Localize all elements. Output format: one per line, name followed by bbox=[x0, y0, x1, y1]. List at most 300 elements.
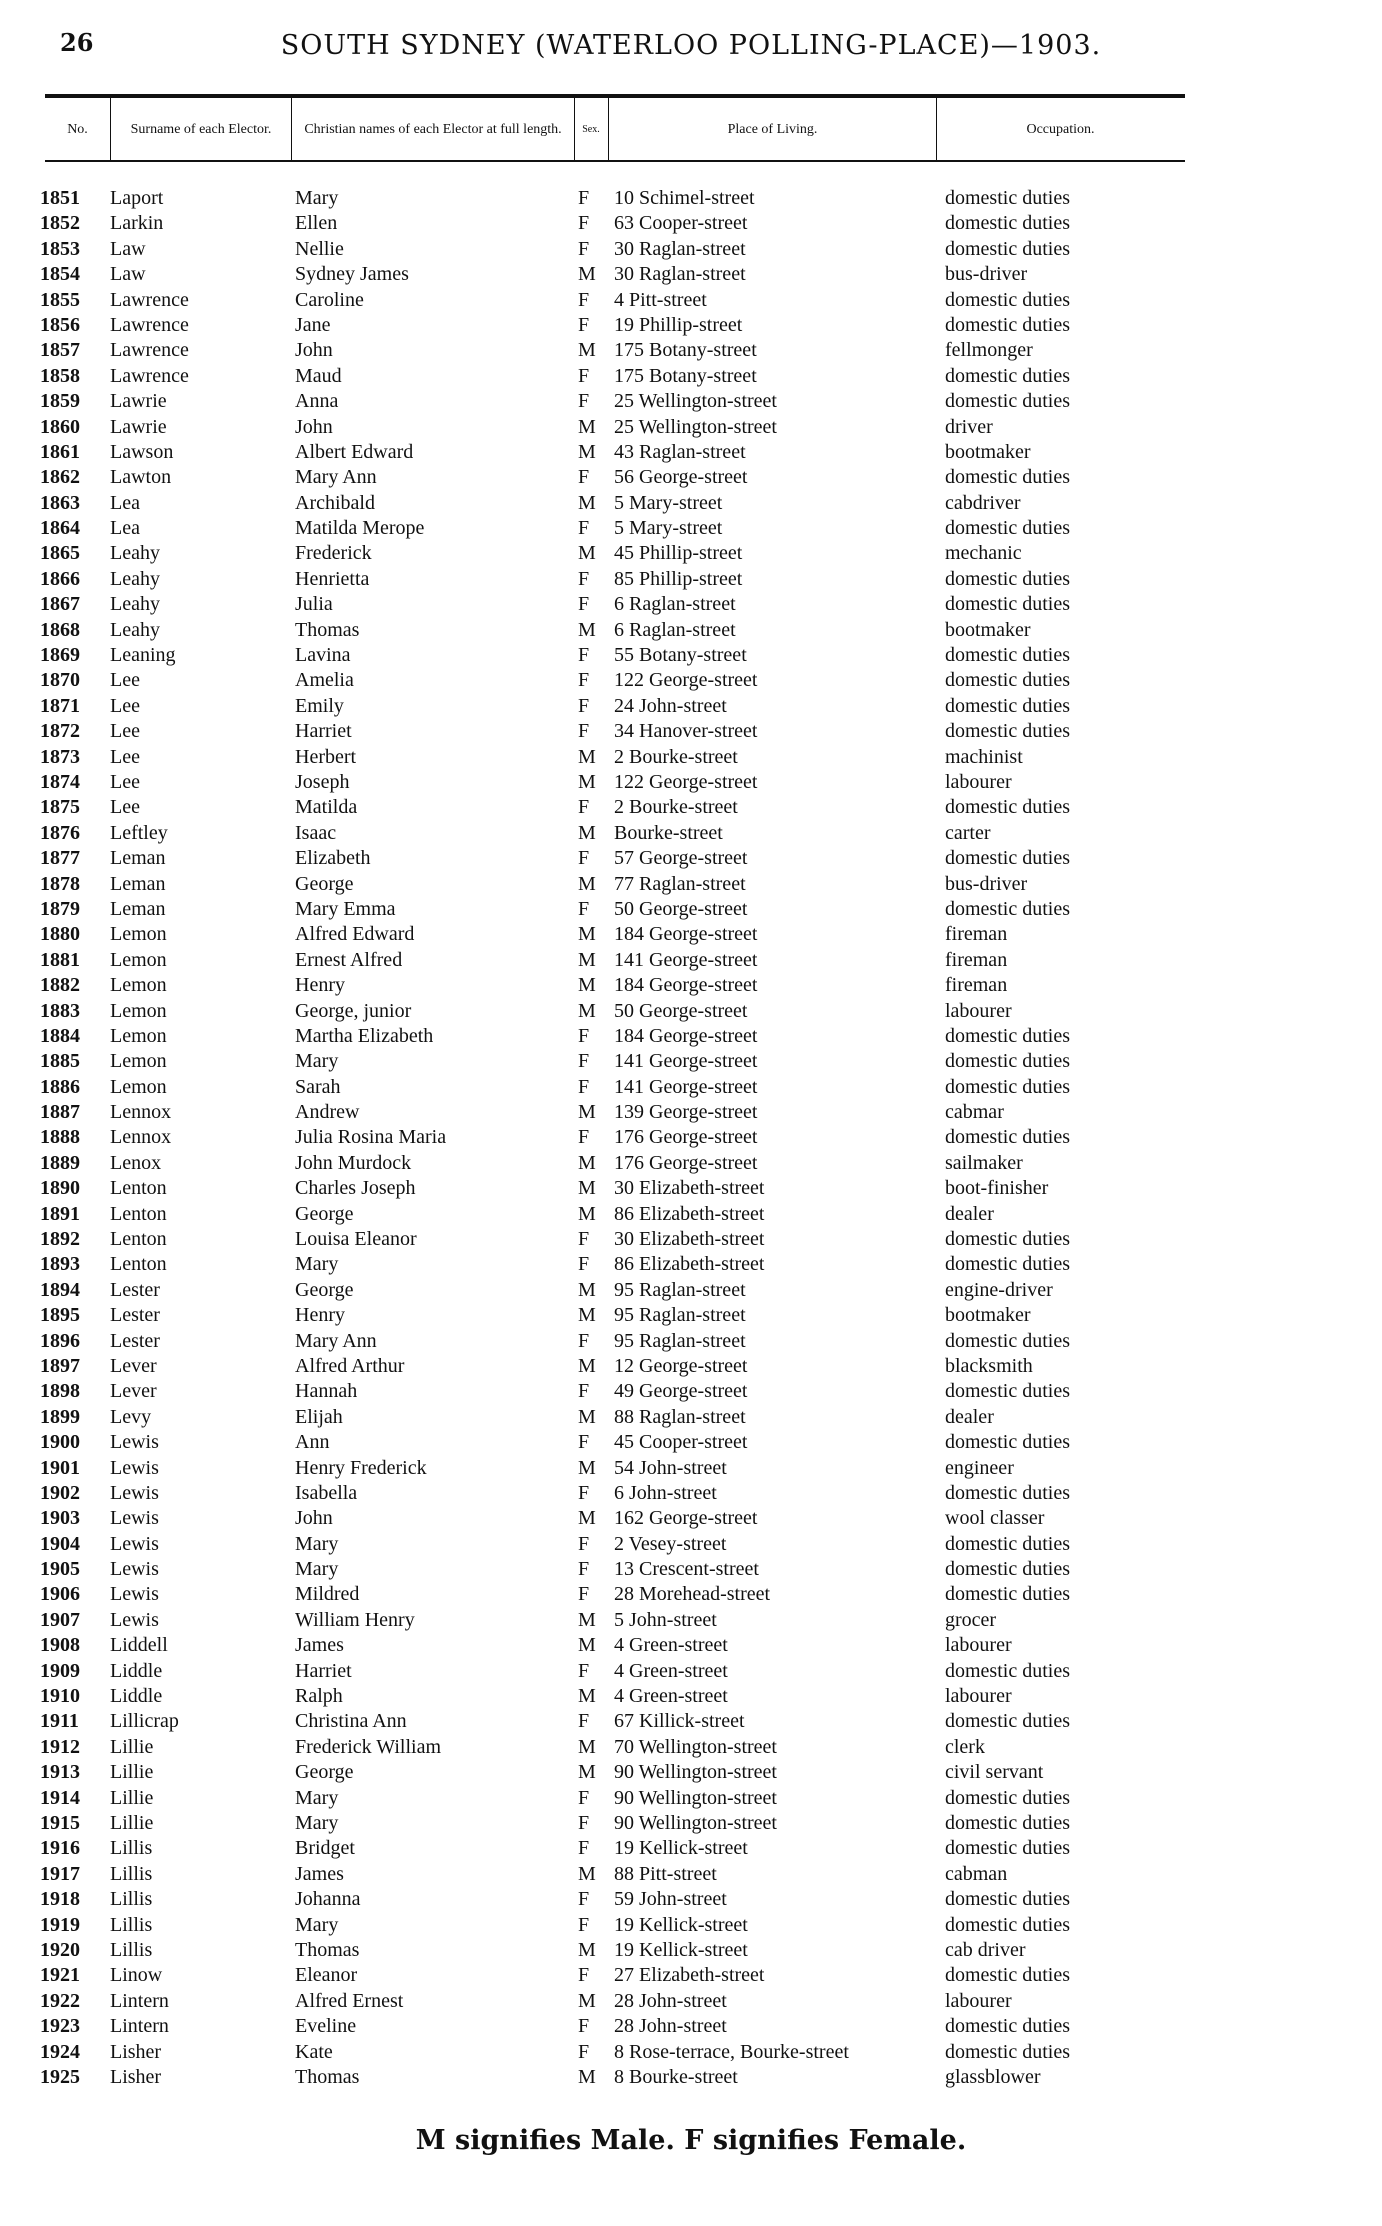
elector-occupation: domestic duties bbox=[945, 1558, 1070, 1581]
elector-occupation: domestic duties bbox=[945, 364, 1070, 387]
elector-number: 1918 bbox=[40, 1888, 80, 1911]
elector-christian-names: Joseph bbox=[295, 770, 350, 793]
elector-occupation: mechanic bbox=[945, 542, 1022, 565]
elector-surname: Lennox bbox=[110, 1126, 172, 1149]
table-row bbox=[0, 262, 1382, 287]
elector-sex: F bbox=[578, 364, 590, 387]
elector-sex: M bbox=[578, 339, 596, 362]
elector-surname: Leahy bbox=[110, 542, 160, 565]
elector-occupation: domestic duties bbox=[945, 1075, 1070, 1098]
elector-sex: M bbox=[578, 1685, 596, 1708]
elector-place-of-living: 70 Wellington-street bbox=[614, 1735, 777, 1758]
elector-sex: F bbox=[578, 694, 590, 717]
elector-occupation: domestic duties bbox=[945, 466, 1070, 489]
elector-sex: M bbox=[578, 745, 596, 768]
elector-number: 1885 bbox=[40, 1050, 80, 1073]
elector-sex: F bbox=[578, 466, 590, 489]
table-row bbox=[0, 795, 1382, 820]
elector-number: 1878 bbox=[40, 872, 80, 895]
elector-surname: Lillis bbox=[110, 1888, 153, 1911]
elector-christian-names: Anna bbox=[295, 390, 339, 413]
elector-surname: Lawrence bbox=[110, 313, 189, 336]
elector-christian-names: William Henry bbox=[295, 1608, 415, 1631]
elector-sex: M bbox=[578, 1735, 596, 1758]
elector-christian-names: Mary bbox=[295, 1253, 339, 1276]
elector-surname: Law bbox=[110, 237, 146, 260]
table-row bbox=[0, 211, 1382, 236]
elector-sex: F bbox=[578, 1837, 590, 1860]
elector-place-of-living: 25 Wellington-street bbox=[614, 415, 777, 438]
elector-sex: F bbox=[578, 593, 590, 616]
elector-number: 1889 bbox=[40, 1151, 80, 1174]
elector-occupation: machinist bbox=[945, 745, 1023, 768]
elector-sex: M bbox=[578, 1202, 596, 1225]
elector-place-of-living: 45 Phillip-street bbox=[614, 542, 743, 565]
elector-place-of-living: 12 George-street bbox=[614, 1354, 748, 1377]
elector-christian-names: Louisa Eleanor bbox=[295, 1228, 417, 1251]
elector-christian-names: Ralph bbox=[295, 1685, 343, 1708]
table-row bbox=[0, 1938, 1382, 1963]
elector-surname: Lever bbox=[110, 1380, 157, 1403]
elector-surname: Lawton bbox=[110, 466, 172, 489]
elector-christian-names: Archibald bbox=[295, 491, 375, 514]
elector-occupation: labourer bbox=[945, 999, 1012, 1022]
elector-place-of-living: 28 Morehead-street bbox=[614, 1583, 771, 1606]
elector-surname: Lemon bbox=[110, 1050, 167, 1073]
elector-number: 1899 bbox=[40, 1405, 80, 1428]
elector-surname: Lewis bbox=[110, 1558, 159, 1581]
elector-sex: M bbox=[578, 1151, 596, 1174]
elector-place-of-living: 10 Schimel-street bbox=[614, 187, 755, 209]
elector-surname: Lee bbox=[110, 770, 140, 793]
elector-occupation: fireman bbox=[945, 974, 1008, 997]
table-row bbox=[0, 2040, 1382, 2065]
elector-place-of-living: 50 George-street bbox=[614, 999, 748, 1022]
elector-christian-names: Charles Joseph bbox=[295, 1177, 416, 1200]
elector-surname: Lawrence bbox=[110, 364, 189, 387]
elector-sex: M bbox=[578, 263, 596, 286]
elector-place-of-living: 86 Elizabeth-street bbox=[614, 1253, 765, 1276]
header-rule-bottom bbox=[45, 160, 1185, 162]
elector-surname: Lintern bbox=[110, 1989, 169, 2012]
elector-sex: F bbox=[578, 1075, 590, 1098]
elector-christian-names: Mary bbox=[295, 1786, 339, 1809]
table-row bbox=[0, 1633, 1382, 1658]
elector-surname: Lillis bbox=[110, 1837, 153, 1860]
elector-number: 1900 bbox=[40, 1431, 80, 1454]
elector-christian-names: Thomas bbox=[295, 618, 360, 641]
elector-sex: F bbox=[578, 847, 590, 870]
elector-occupation: domestic duties bbox=[945, 897, 1070, 920]
elector-christian-names: Hannah bbox=[295, 1380, 358, 1403]
table-row bbox=[0, 313, 1382, 338]
elector-surname: Lenox bbox=[110, 1151, 162, 1174]
elector-occupation: boot-finisher bbox=[945, 1177, 1049, 1200]
table-row bbox=[0, 1811, 1382, 1836]
elector-sex: F bbox=[578, 1431, 590, 1454]
elector-surname: Lewis bbox=[110, 1431, 159, 1454]
elector-number: 1887 bbox=[40, 1101, 80, 1124]
elector-number: 1890 bbox=[40, 1177, 80, 1200]
elector-number: 1915 bbox=[40, 1812, 80, 1834]
table-row bbox=[0, 1786, 1382, 1811]
elector-occupation: domestic duties bbox=[945, 1253, 1070, 1276]
elector-number: 1867 bbox=[40, 593, 80, 616]
elector-christian-names: Harriet bbox=[295, 720, 352, 743]
elector-place-of-living: 6 John-street bbox=[614, 1481, 717, 1504]
elector-sex: F bbox=[578, 1583, 590, 1606]
elector-christian-names: Mildred bbox=[295, 1583, 360, 1606]
elector-occupation: domestic duties bbox=[945, 212, 1070, 235]
elector-sex: F bbox=[578, 1558, 590, 1581]
elector-place-of-living: 85 Phillip-street bbox=[614, 567, 743, 590]
elector-sex: F bbox=[578, 1329, 590, 1352]
elector-number: 1916 bbox=[40, 1837, 80, 1860]
table-row bbox=[0, 1963, 1382, 1988]
elector-number: 1853 bbox=[40, 237, 80, 260]
elector-sex: M bbox=[578, 1862, 596, 1885]
elector-sex: M bbox=[578, 1938, 596, 1961]
elector-occupation: domestic duties bbox=[945, 1913, 1070, 1936]
elector-surname: Leahy bbox=[110, 618, 160, 641]
elector-place-of-living: 6 Raglan-street bbox=[614, 593, 736, 616]
elector-christian-names: Henry bbox=[295, 974, 345, 997]
table-row bbox=[0, 1278, 1382, 1303]
elector-sex: M bbox=[578, 415, 596, 438]
elector-place-of-living: 176 George-street bbox=[614, 1151, 758, 1174]
elector-place-of-living: 59 John-street bbox=[614, 1888, 727, 1911]
elector-occupation: dealer bbox=[945, 1405, 994, 1428]
elector-surname: Linow bbox=[110, 1964, 163, 1987]
elector-surname: Lewis bbox=[110, 1532, 159, 1555]
table-row bbox=[0, 440, 1382, 465]
elector-sex: F bbox=[578, 1812, 590, 1834]
elector-occupation: domestic duties bbox=[945, 1532, 1070, 1555]
elector-surname: Lisher bbox=[110, 2065, 162, 2088]
elector-surname: Liddle bbox=[110, 1685, 163, 1708]
table-row bbox=[0, 872, 1382, 897]
table-row bbox=[0, 745, 1382, 770]
table-row bbox=[0, 1684, 1382, 1709]
elector-christian-names: Jane bbox=[295, 313, 331, 336]
elector-sex: F bbox=[578, 1126, 590, 1149]
elector-number: 1912 bbox=[40, 1735, 80, 1758]
elector-surname: Lillis bbox=[110, 1913, 153, 1936]
elector-christian-names: Thomas bbox=[295, 1938, 360, 1961]
elector-number: 1892 bbox=[40, 1228, 80, 1251]
elector-sex: M bbox=[578, 1507, 596, 1530]
table-row bbox=[0, 1379, 1382, 1404]
elector-number: 1894 bbox=[40, 1278, 80, 1301]
elector-surname: Leahy bbox=[110, 593, 160, 616]
column-header-surname: Surname of each Elector. bbox=[130, 121, 272, 137]
table-row bbox=[0, 948, 1382, 973]
table-row bbox=[0, 1481, 1382, 1506]
table-row bbox=[0, 1049, 1382, 1074]
table-row bbox=[0, 1887, 1382, 1912]
elector-surname: Lemon bbox=[110, 1024, 167, 1047]
elector-occupation: domestic duties bbox=[945, 1050, 1070, 1073]
elector-place-of-living: 57 George-street bbox=[614, 847, 748, 870]
elector-surname: Lee bbox=[110, 669, 140, 692]
elector-place-of-living: 88 Pitt-street bbox=[614, 1862, 717, 1885]
elector-number: 1891 bbox=[40, 1202, 80, 1225]
elector-occupation: domestic duties bbox=[945, 1380, 1070, 1403]
column-header-no: No. bbox=[67, 121, 88, 137]
elector-christian-names: James bbox=[295, 1634, 344, 1657]
elector-christian-names: Ellen bbox=[295, 212, 338, 235]
elector-occupation: labourer bbox=[945, 770, 1012, 793]
elector-place-of-living: 43 Raglan-street bbox=[614, 440, 746, 463]
table-row bbox=[0, 338, 1382, 363]
elector-place-of-living: 30 Elizabeth-street bbox=[614, 1228, 765, 1251]
elector-sex: F bbox=[578, 2015, 590, 2038]
elector-christian-names: Mary bbox=[295, 1558, 339, 1581]
elector-christian-names: Mary Ann bbox=[295, 1329, 377, 1352]
table-row bbox=[0, 1582, 1382, 1607]
elector-sex: F bbox=[578, 2040, 590, 2063]
elector-sex: F bbox=[578, 1710, 590, 1733]
elector-sex: M bbox=[578, 974, 596, 997]
elector-place-of-living: 67 Killick-street bbox=[614, 1710, 745, 1733]
elector-surname: Lillicrap bbox=[110, 1710, 179, 1733]
elector-christian-names: Kate bbox=[295, 2040, 333, 2063]
table-row bbox=[0, 415, 1382, 440]
elector-christian-names: Alfred Edward bbox=[295, 923, 415, 946]
table-row bbox=[0, 1125, 1382, 1150]
elector-sex: F bbox=[578, 1532, 590, 1555]
elector-number: 1888 bbox=[40, 1126, 80, 1149]
elector-number: 1875 bbox=[40, 796, 80, 819]
elector-number: 1857 bbox=[40, 339, 80, 362]
elector-christian-names: Mary Ann bbox=[295, 466, 377, 489]
elector-sex: M bbox=[578, 440, 596, 463]
elector-number: 1862 bbox=[40, 466, 80, 489]
elector-place-of-living: 122 George-street bbox=[614, 669, 758, 692]
elector-christian-names: Julia Rosina Maria bbox=[295, 1126, 447, 1149]
elector-surname: Lillis bbox=[110, 1862, 153, 1885]
elector-christian-names: George, junior bbox=[295, 999, 412, 1022]
table-row bbox=[0, 2065, 1382, 2090]
elector-christian-names: Mary bbox=[295, 1050, 339, 1073]
elector-christian-names: George bbox=[295, 1202, 354, 1225]
table-row bbox=[0, 694, 1382, 719]
elector-christian-names: Sarah bbox=[295, 1075, 341, 1098]
elector-occupation: fellmonger bbox=[945, 339, 1033, 362]
elector-sex: M bbox=[578, 542, 596, 565]
elector-number: 1851 bbox=[40, 187, 80, 209]
elector-christian-names: Sydney James bbox=[295, 263, 409, 286]
table-row bbox=[0, 186, 1382, 211]
elector-occupation: grocer bbox=[945, 1608, 997, 1631]
elector-occupation: domestic duties bbox=[945, 390, 1070, 413]
elector-place-of-living: 4 Green-street bbox=[614, 1659, 728, 1682]
elector-place-of-living: 8 Rose-terrace, Bourke-street bbox=[614, 2040, 849, 2063]
table-row bbox=[0, 1709, 1382, 1734]
elector-place-of-living: 95 Raglan-street bbox=[614, 1304, 746, 1327]
column-header-place: Place of Living. bbox=[727, 121, 818, 137]
elector-christian-names: Matilda Merope bbox=[295, 517, 425, 540]
elector-surname: Lemon bbox=[110, 1075, 167, 1098]
elector-number: 1903 bbox=[40, 1507, 80, 1530]
elector-sex: F bbox=[578, 313, 590, 336]
elector-occupation: domestic duties bbox=[945, 1888, 1070, 1911]
elector-sex: M bbox=[578, 1101, 596, 1124]
elector-christian-names: Thomas bbox=[295, 2065, 360, 2088]
elector-occupation: domestic duties bbox=[945, 1837, 1070, 1860]
elector-occupation: domestic duties bbox=[945, 187, 1070, 209]
table-row bbox=[0, 973, 1382, 998]
elector-christian-names: Mary bbox=[295, 1532, 339, 1555]
elector-place-of-living: 50 George-street bbox=[614, 897, 748, 920]
elector-occupation: bootmaker bbox=[945, 1304, 1031, 1327]
elector-surname: Leahy bbox=[110, 567, 160, 590]
elector-place-of-living: 4 Green-street bbox=[614, 1685, 728, 1708]
elector-number: 1883 bbox=[40, 999, 80, 1022]
header-rule-top bbox=[45, 94, 1185, 98]
header-divider bbox=[574, 98, 575, 160]
elector-occupation: domestic duties bbox=[945, 567, 1070, 590]
elector-christian-names: John bbox=[295, 339, 333, 362]
elector-list bbox=[0, 186, 1382, 2090]
elector-surname: Lewis bbox=[110, 1456, 159, 1479]
table-row bbox=[0, 643, 1382, 668]
elector-sex: M bbox=[578, 1456, 596, 1479]
elector-christian-names: Julia bbox=[295, 593, 333, 616]
table-row bbox=[0, 237, 1382, 262]
elector-place-of-living: 141 George-street bbox=[614, 1075, 758, 1098]
elector-surname: Liddell bbox=[110, 1634, 168, 1657]
table-row bbox=[0, 719, 1382, 744]
elector-number: 1898 bbox=[40, 1380, 80, 1403]
elector-surname: Lea bbox=[110, 491, 140, 514]
elector-occupation: cabdriver bbox=[945, 491, 1021, 514]
elector-place-of-living: 90 Wellington-street bbox=[614, 1812, 777, 1834]
elector-surname: Lawrence bbox=[110, 288, 189, 311]
table-row bbox=[0, 1176, 1382, 1201]
elector-number: 1897 bbox=[40, 1354, 80, 1377]
elector-place-of-living: 63 Cooper-street bbox=[614, 212, 748, 235]
elector-occupation: domestic duties bbox=[945, 1126, 1070, 1149]
table-row bbox=[0, 1024, 1382, 1049]
elector-number: 1870 bbox=[40, 669, 80, 692]
table-row bbox=[0, 897, 1382, 922]
elector-christian-names: Nellie bbox=[295, 237, 344, 260]
elector-sex: F bbox=[578, 1050, 590, 1073]
page-number: 26 bbox=[60, 28, 94, 57]
elector-number: 1884 bbox=[40, 1024, 80, 1047]
elector-place-of-living: 30 Raglan-street bbox=[614, 237, 746, 260]
elector-place-of-living: 162 George-street bbox=[614, 1507, 758, 1530]
elector-christian-names: John bbox=[295, 415, 333, 438]
header-divider bbox=[608, 98, 609, 160]
elector-number: 1921 bbox=[40, 1964, 80, 1987]
elector-place-of-living: 4 Pitt-street bbox=[614, 288, 707, 311]
table-row bbox=[0, 491, 1382, 516]
table-row bbox=[0, 541, 1382, 566]
elector-occupation: fireman bbox=[945, 923, 1008, 946]
elector-place-of-living: 27 Elizabeth-street bbox=[614, 1964, 765, 1987]
table-row bbox=[0, 1506, 1382, 1531]
elector-christian-names: Ernest Alfred bbox=[295, 948, 403, 971]
elector-occupation: wool classer bbox=[945, 1507, 1045, 1530]
elector-number: 1858 bbox=[40, 364, 80, 387]
elector-number: 1871 bbox=[40, 694, 80, 717]
elector-surname: Leman bbox=[110, 847, 166, 870]
elector-place-of-living: 95 Raglan-street bbox=[614, 1278, 746, 1301]
elector-number: 1868 bbox=[40, 618, 80, 641]
elector-place-of-living: 19 Phillip-street bbox=[614, 313, 743, 336]
elector-place-of-living: 2 Vesey-street bbox=[614, 1532, 727, 1555]
elector-occupation: clerk bbox=[945, 1735, 985, 1758]
elector-christian-names: Alfred Arthur bbox=[295, 1354, 405, 1377]
elector-christian-names: Maud bbox=[295, 364, 342, 387]
elector-number: 1854 bbox=[40, 263, 80, 286]
elector-surname: Lester bbox=[110, 1278, 160, 1301]
table-row bbox=[0, 1608, 1382, 1633]
sex-legend: M signifies Male. F signifies Female. bbox=[415, 2125, 967, 2156]
elector-number: 1917 bbox=[40, 1862, 80, 1885]
elector-occupation: domestic duties bbox=[945, 1024, 1070, 1047]
table-row bbox=[0, 846, 1382, 871]
elector-surname: Lemon bbox=[110, 948, 167, 971]
table-row bbox=[0, 1557, 1382, 1582]
table-row bbox=[0, 1303, 1382, 1328]
elector-number: 1869 bbox=[40, 644, 80, 667]
elector-place-of-living: 184 George-street bbox=[614, 923, 758, 946]
elector-number: 1919 bbox=[40, 1913, 80, 1936]
elector-christian-names: Mary bbox=[295, 1812, 339, 1834]
elector-sex: M bbox=[578, 618, 596, 641]
elector-occupation: labourer bbox=[945, 1685, 1012, 1708]
elector-sex: F bbox=[578, 897, 590, 920]
elector-place-of-living: 45 Cooper-street bbox=[614, 1431, 748, 1454]
elector-sex: M bbox=[578, 1354, 596, 1377]
elector-occupation: domestic duties bbox=[945, 1786, 1070, 1809]
elector-sex: F bbox=[578, 1964, 590, 1987]
table-row bbox=[0, 1354, 1382, 1379]
elector-christian-names: Frederick bbox=[295, 542, 372, 565]
elector-place-of-living: 13 Crescent-street bbox=[614, 1558, 759, 1581]
elector-place-of-living: 2 Bourke-street bbox=[614, 796, 738, 819]
table-row bbox=[0, 389, 1382, 414]
elector-occupation: cab driver bbox=[945, 1938, 1026, 1961]
elector-sex: F bbox=[578, 1888, 590, 1911]
elector-occupation: domestic duties bbox=[945, 2015, 1070, 2038]
elector-surname: Leaning bbox=[110, 644, 176, 667]
elector-place-of-living: 34 Hanover-street bbox=[614, 720, 758, 743]
table-row bbox=[0, 1862, 1382, 1887]
elector-place-of-living: 95 Raglan-street bbox=[614, 1329, 746, 1352]
elector-place-of-living: 176 George-street bbox=[614, 1126, 758, 1149]
elector-place-of-living: 175 Botany-street bbox=[614, 339, 757, 362]
elector-occupation: labourer bbox=[945, 1634, 1012, 1657]
elector-christian-names: Alfred Ernest bbox=[295, 1989, 404, 2012]
elector-surname: Lillie bbox=[110, 1786, 154, 1809]
elector-surname: Lemon bbox=[110, 974, 167, 997]
elector-sex: M bbox=[578, 2065, 596, 2088]
elector-occupation: domestic duties bbox=[945, 796, 1070, 819]
elector-sex: M bbox=[578, 1177, 596, 1200]
elector-surname: Lillie bbox=[110, 1812, 154, 1834]
elector-christian-names: Elijah bbox=[295, 1405, 343, 1428]
elector-surname: Leftley bbox=[110, 821, 168, 844]
elector-number: 1896 bbox=[40, 1329, 80, 1352]
elector-surname: Lewis bbox=[110, 1608, 159, 1631]
elector-occupation: domestic duties bbox=[945, 517, 1070, 540]
elector-christian-names: Isabella bbox=[295, 1481, 358, 1504]
elector-occupation: bootmaker bbox=[945, 618, 1031, 641]
